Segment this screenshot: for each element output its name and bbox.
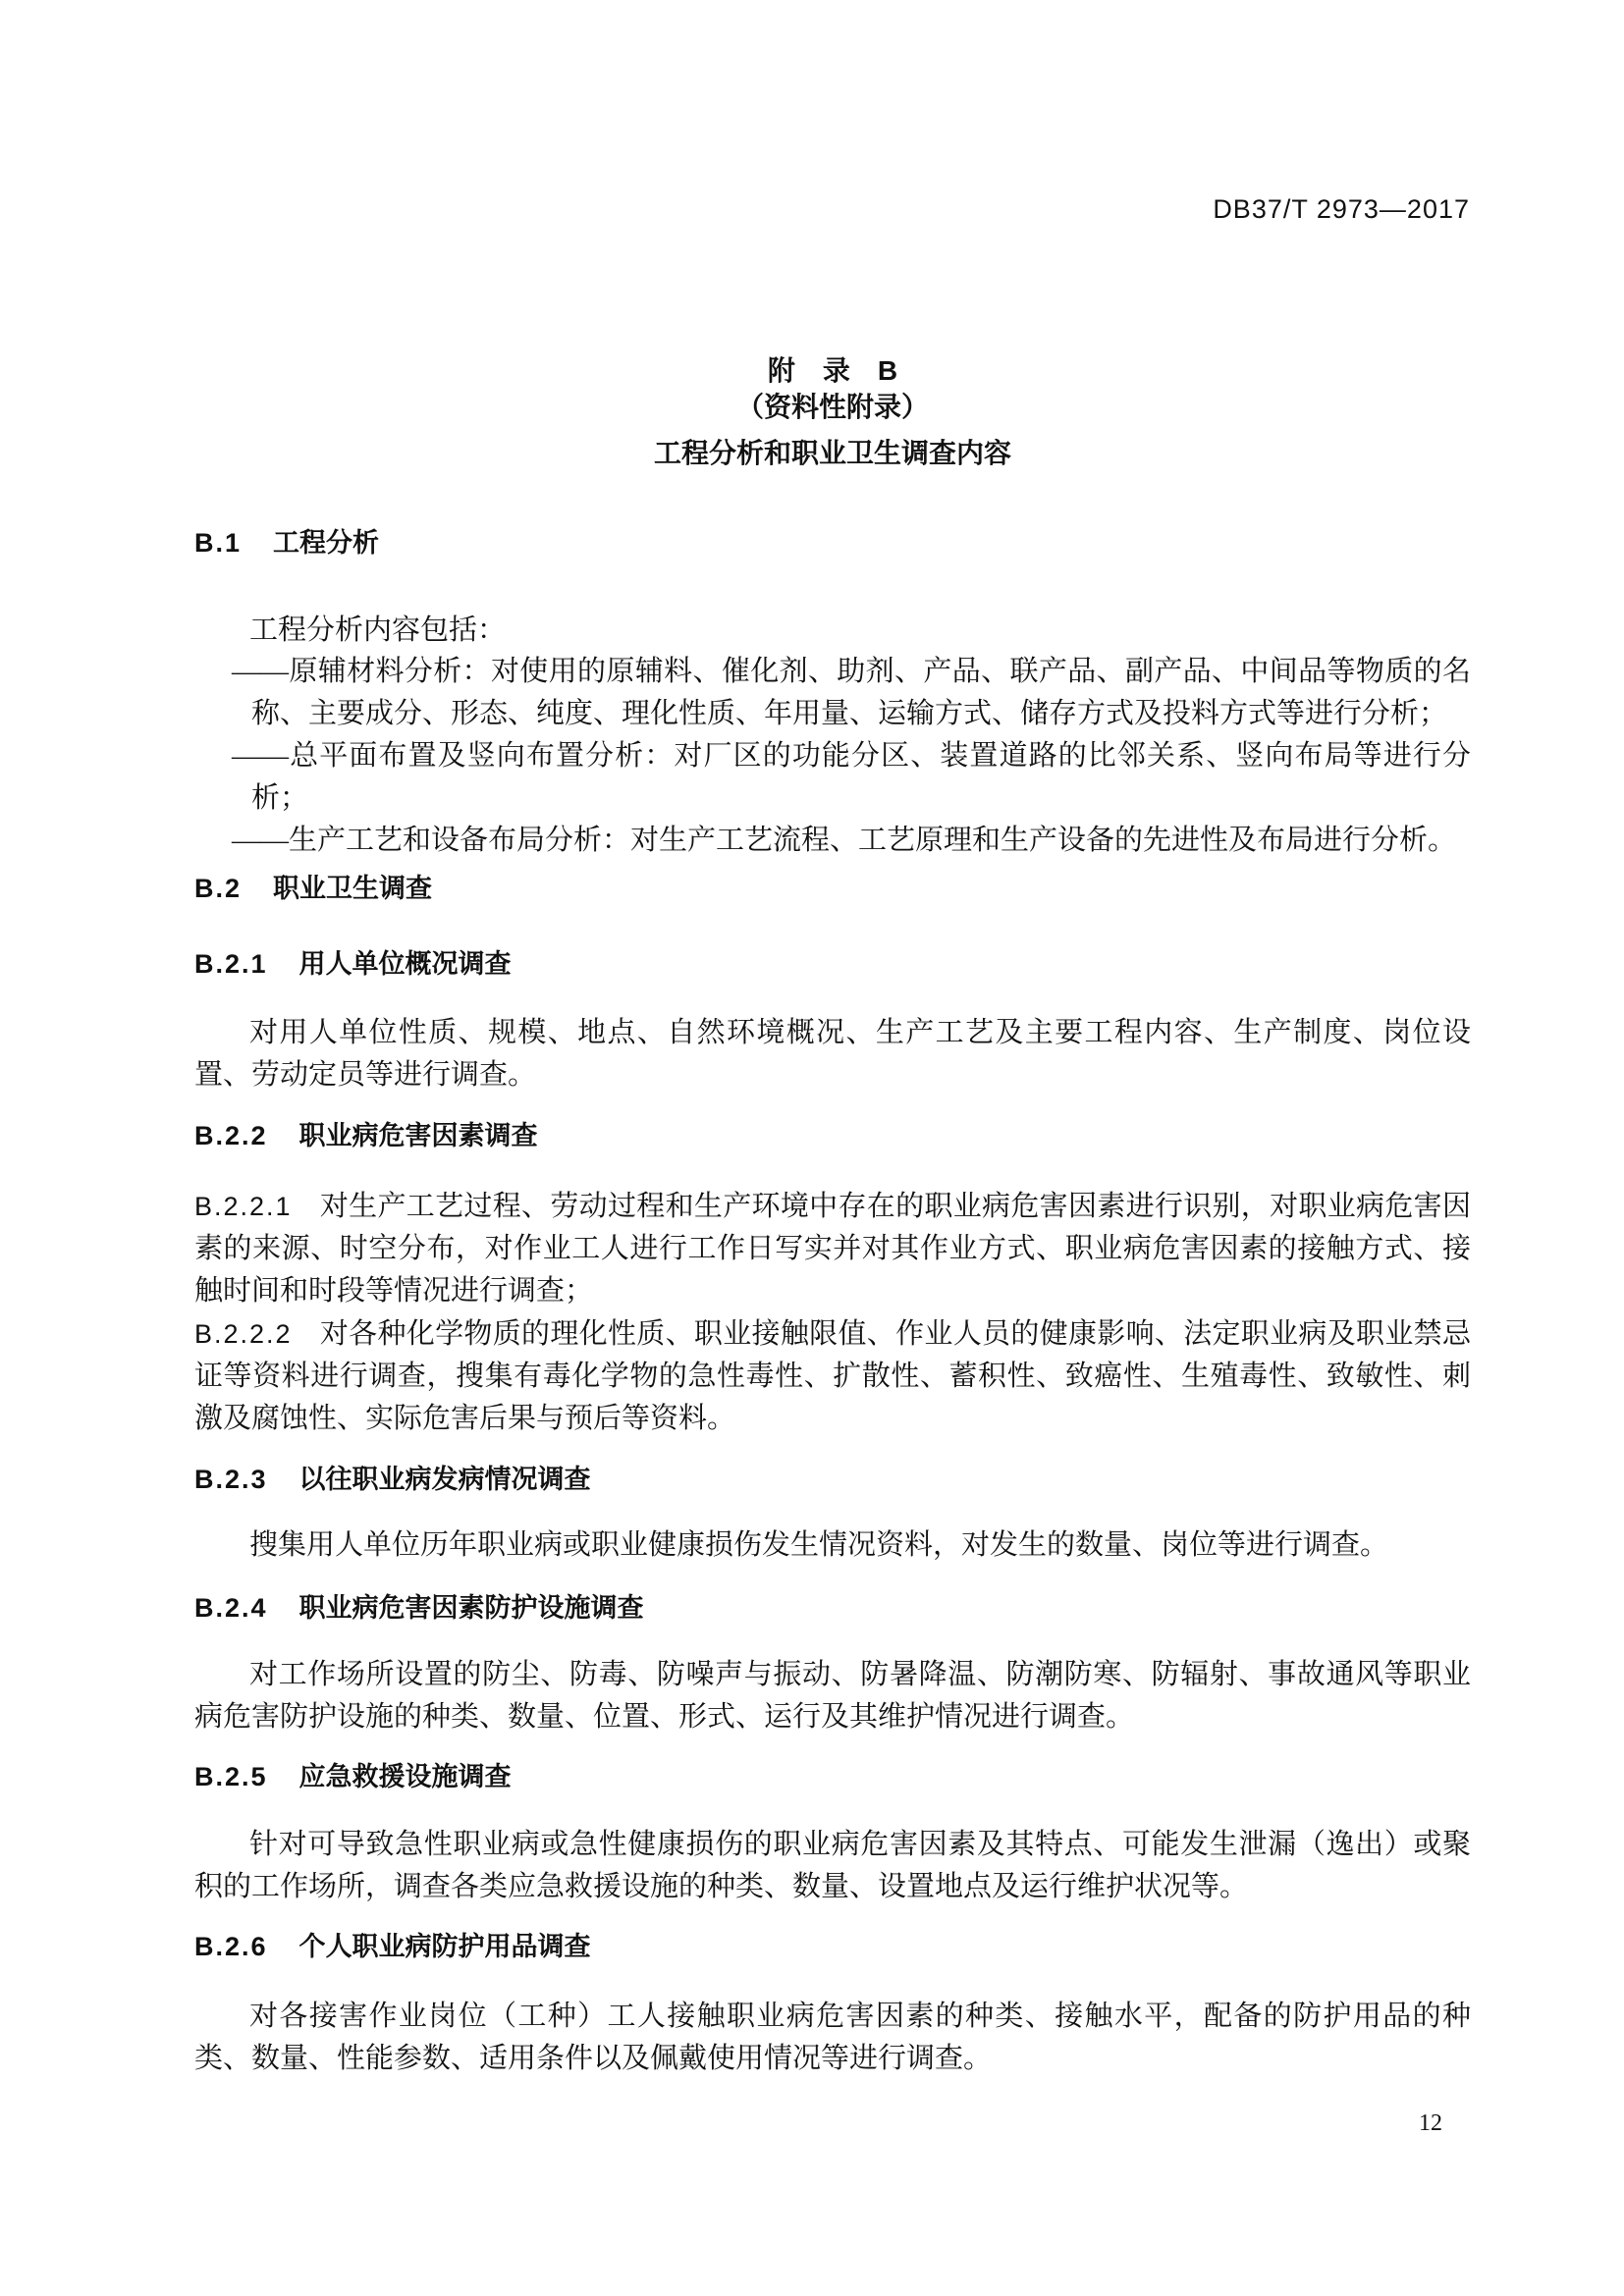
dash-list-item: ——生产工艺和设备布局分析：对生产工艺流程、工艺原理和生产设备的先进性及布局进行分析。 [232, 825, 1457, 856]
clause-b221-number: B.2.2.1 [194, 1192, 293, 1221]
section-b22-title: 职业病危害因素调查 [298, 1121, 538, 1150]
section-b26-number: B.2.6 [194, 1932, 268, 1961]
clause-b221-paragraph [194, 1186, 1471, 1312]
section-b22-heading [194, 1119, 1471, 1152]
dash-list-item: ——总平面布置及竖向布置分析：对厂区的功能分区、装置道路的比邻关系、竖向布局等进行分析； [232, 740, 1471, 814]
section-b21-number: B.2.1 [194, 949, 268, 979]
clause-b222-text: 对各种化学物质的理化性质、职业接触限值、作业人员的健康影响、法定职业病及职业禁忌证等资料进行调查，搜集有毒化学物的急性毒性、扩散性、蓄积性、致癌性、生殖毒性、致敏性、刺激及腐蚀性、实际危害后果与预后等资料。 [194, 1318, 1471, 1434]
page-number: 12 [1419, 2110, 1442, 2136]
clause-b222-paragraph [194, 1313, 1471, 1440]
section-b23-paragraph: 搜集用人单位历年职业病或职业健康损伤发生情况资料，对发生的数量、岗位等进行调查。 [249, 1529, 1389, 1561]
dash-list-item: ——原辅材料分析：对使用的原辅料、催化剂、助剂、产品、联产品、副产品、中间品等物质的名称、主要成分、形态、纯度、理化性质、年用量、运输方式、储存方式及投料方式等进行分析； [232, 656, 1471, 729]
appendix-name: 工程分析和职业卫生调查内容 [653, 438, 1011, 468]
section-b26-paragraph: 对各接害作业岗位（工种）工人接触职业病危害因素的种类、接触水平，配备的防护用品的种类、数量、性能参数、适用条件以及佩戴使用情况等进行调查。 [194, 2001, 1471, 2074]
section-b25-title: 应急救援设施调查 [298, 1762, 512, 1791]
appendix-title: 附 录 B [767, 355, 898, 386]
section-b22-number: B.2.2 [194, 1121, 268, 1150]
appendix-subtitle: （资料性附录） [735, 392, 929, 422]
section-b21-heading [194, 947, 1471, 981]
section-b2-number: B.2 [194, 874, 243, 903]
section-b1-heading [194, 526, 1471, 560]
section-b24-number: B.2.4 [194, 1593, 268, 1623]
section-b26-heading [194, 1930, 1471, 1963]
section-b1-number: B.1 [194, 528, 243, 558]
section-b26-title: 个人职业病防护用品调查 [298, 1932, 591, 1961]
section-b1-dash-list [194, 651, 1471, 862]
section-b23-number: B.2.3 [194, 1465, 268, 1494]
section-b24-heading [194, 1591, 1471, 1625]
clause-b222-number: B.2.2.2 [194, 1319, 293, 1349]
section-b24-title: 职业病危害因素防护设施调查 [298, 1593, 644, 1623]
section-b25-heading [194, 1760, 1471, 1793]
section-b2-title: 职业卫生调查 [273, 874, 433, 903]
section-b21-title: 用人单位概况调查 [298, 949, 512, 979]
clause-b221-text: 对生产工艺过程、劳动过程和生产环境中存在的职业病危害因素进行识别，对职业病危害因素的来源、时空分布，对作业工人进行工作日写实并对其作业方式、职业病危害因素的接触方式、接触时间和时段等情况进行调查； [194, 1191, 1471, 1307]
document-code: DB37/T 2973—2017 [1213, 194, 1470, 224]
section-b1-title: 工程分析 [273, 528, 380, 558]
section-b25-number: B.2.5 [194, 1762, 268, 1791]
section-b1-intro: 工程分析内容包括： [249, 614, 507, 646]
section-b25-paragraph: 针对可导致急性职业病或急性健康损伤的职业病危害因素及其特点、可能发生泄漏（逸出）或聚积的工作场所，调查各类应急救援设施的种类、数量、设置地点及运行维护状况等。 [194, 1829, 1471, 1902]
section-b23-heading [194, 1463, 1471, 1496]
section-b24-paragraph: 对工作场所设置的防尘、防毒、防噪声与振动、防暑降温、防潮防寒、防辐射、事故通风等职业病危害防护设施的种类、数量、位置、形式、运行及其维护情况进行调查。 [194, 1659, 1471, 1733]
section-b23-title: 以往职业病发病情况调查 [298, 1465, 591, 1494]
section-b21-paragraph: 对用人单位性质、规模、地点、自然环境概况、生产工艺及主要工程内容、生产制度、岗位设置、劳动定员等进行调查。 [194, 1017, 1471, 1091]
section-b2-heading [194, 872, 1471, 905]
